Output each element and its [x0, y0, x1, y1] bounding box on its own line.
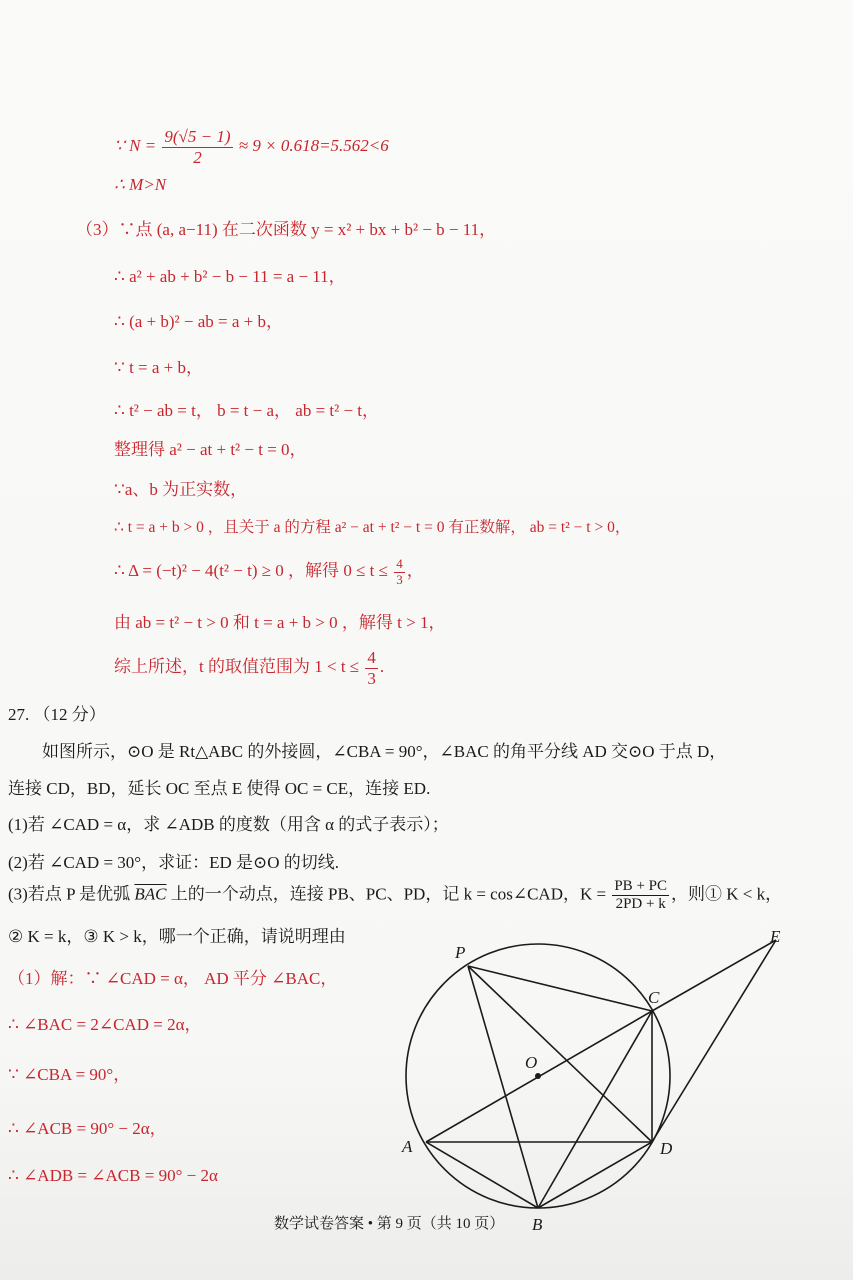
problem-27-statement-1: 如图所示，⊙O 是 Rt△ABC 的外接圆，∠CBA = 90°，∠BAC 的角平分线 AD 交⊙O 于点 D， [42, 742, 727, 761]
segment-pb [468, 966, 538, 1208]
segment-pc [468, 966, 652, 1011]
part1-line-2: ∴ ∠BAC = 2∠CAD = 2α， [8, 1015, 202, 1034]
label-b: B [532, 1215, 543, 1234]
segment-bd [538, 1142, 652, 1208]
n-equation: ∵ N = $\frac{9(√5 - 1)}{2}$ ≈ 9 × 0.618=5.562<6 [114, 127, 389, 167]
segment-de [652, 940, 776, 1142]
part3-line-3: ∴ (a + b)² − ab = a + b， [114, 312, 283, 331]
segment-ce [652, 940, 776, 1011]
label-d: D [660, 1139, 673, 1158]
part3-line-4: ∵ t = a + b， [114, 358, 204, 377]
part3-line-2: ∴ a² + ab + b² − b − 11 = a − 11， [114, 267, 346, 286]
problem-27-q1: (1)若 ∠CAD = α，求 ∠ADB 的度数（用含 α 的式子表示）； [8, 815, 449, 834]
page-footer: 数学试卷答案 • 第 9 页（共 10 页） [274, 1216, 505, 1232]
part1-line-4: ∴ ∠ACB = 90° − 2α， [8, 1119, 167, 1138]
problem-27-statement-2: 连接 CD，BD，延长 OC 至点 E 使得 OC = CE，连接 ED. [8, 779, 431, 798]
part3-line-1: （3）∵点 (a, a−11) 在二次函数 y = x² + bx + b² − b − 11， [76, 220, 497, 239]
label-e: E [770, 927, 781, 946]
part3-line-8: ∴ t = a + b > 0 ，且关于 a 的方程 a² − at + t² − t = 0 有正数解， ab = t² − t > 0， [114, 519, 631, 536]
part3-line-6: 整理得 a² − at + t² − t = 0， [114, 440, 307, 459]
part1-line-5: ∴ ∠ADB = ∠ACB = 90° − 2α [8, 1166, 218, 1185]
arc-bac: $\overline{BAC}$ [134, 884, 167, 904]
label-p: P [455, 943, 466, 962]
part3-line-10: 由 ab = t² − t > 0 和 t = a + b > 0 ，解得 t > 1， [114, 613, 446, 632]
part3-line-5: ∴ t² − ab = t， b = t − a， ab = t² − t， [114, 401, 380, 420]
problem-27-header: 27. （12 分） [8, 705, 106, 724]
problem-27-q3: (3)若点 P 是优弧 $\overline{BAC}$ 上的一个动点，连接 PB、PC、PD，记 k = cos∠CAD，K = $\frac{PB + PC}{2PD + k}$ ，则① K < k， [8, 878, 783, 913]
label-o: O [525, 1053, 538, 1072]
label-c: C [648, 988, 660, 1007]
segment-bc [538, 1011, 652, 1208]
label-a: A [402, 1137, 413, 1156]
problem-27-q3-line2: ② K = k，③ K > k，哪一个正确，请说明理由 [8, 927, 346, 946]
center-point-o [535, 1073, 541, 1079]
part1-line-3: ∵ ∠CBA = 90°， [8, 1065, 131, 1084]
m-gt-n: ∴ M>N [114, 175, 167, 194]
part1-line-1: （1）解：∵ ∠CAD = α， AD 平分 ∠BAC， [8, 969, 338, 988]
part3-line-11: 综上所述，t 的取值范围为 1 < t ≤ $\frac{4}{3}$ . [114, 648, 385, 688]
problem-27-q2: (2)若 ∠CAD = 30°，求证：ED 是⊙O 的切线. [8, 853, 340, 872]
segment-pd [468, 966, 652, 1142]
part3-line-9: ∴ Δ = (−t)² − 4(t² − t) ≥ 0 ，解得 0 ≤ t ≤ $\frac{4}{3}$ ， [114, 555, 424, 587]
part3-line-7: ∵a、b 为正实数， [114, 480, 248, 499]
